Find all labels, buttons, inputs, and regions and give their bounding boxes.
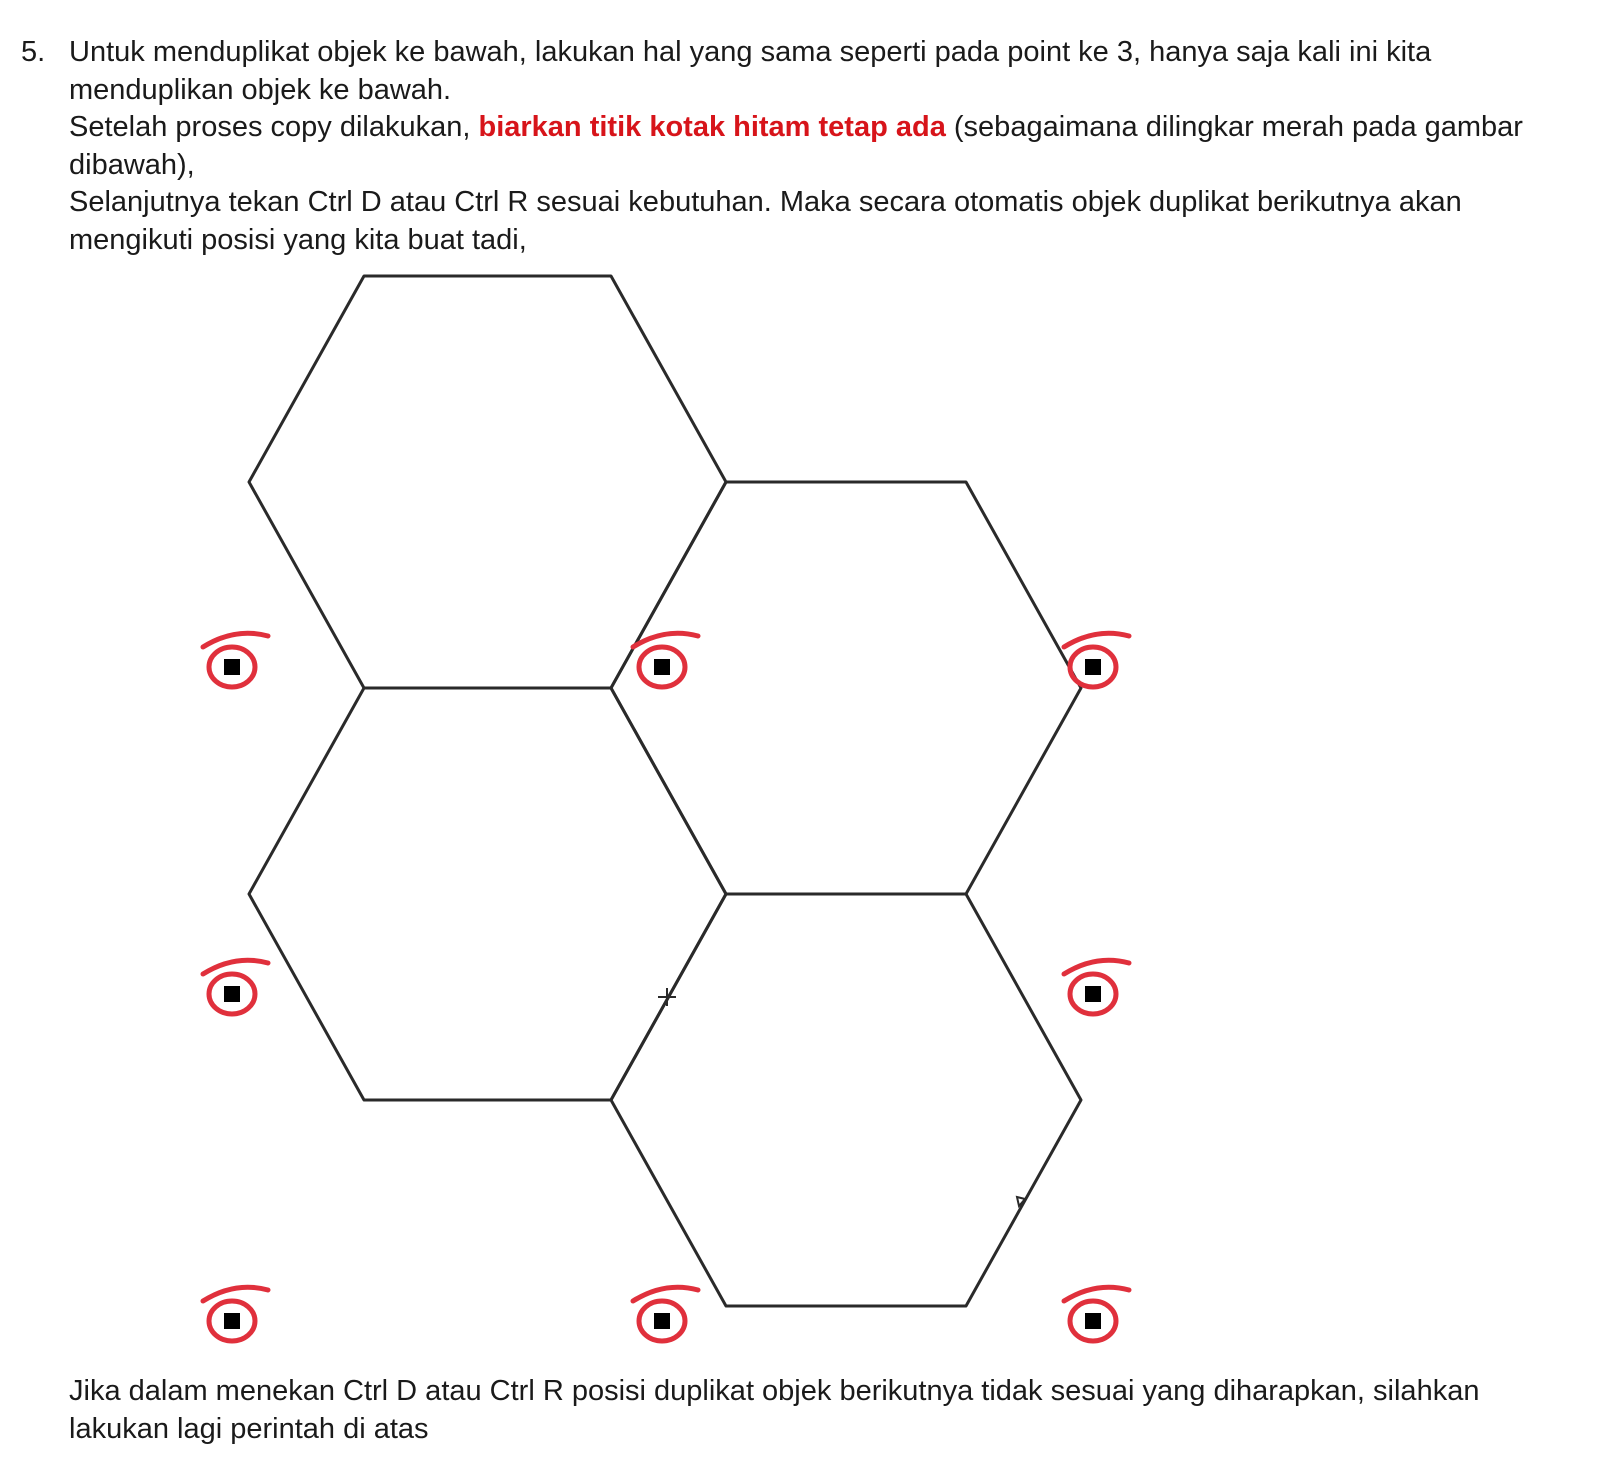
step-paragraph-3: Selanjutnya tekan Ctrl D atau Ctrl R sesuai kebutuhan. Maka secara otomatis objek duplikat berikutnya akan mengikuti posisi yang kita buat tadi,	[69, 186, 1462, 256]
closing-note: Jika dalam menekan Ctrl D atau Ctrl R posisi duplikat objek berikutnya tidak sesuai yang diharapkan, silahkan lakukan lagi perintah di atas	[69, 1375, 1480, 1445]
step-number: 5.	[21, 36, 46, 68]
step-paragraph-1: Untuk menduplikat objek ke bawah, lakukan hal yang sama seperti pada point ke 3, hanya saja kali ini kita menduplikan objek ke bawah.	[69, 36, 1432, 106]
hexagon-top-right	[611, 482, 1081, 894]
selection-handle	[1064, 960, 1129, 1014]
selection-handle	[203, 633, 268, 687]
selection-handle	[633, 633, 698, 687]
highlighted-instruction: biarkan titik kotak hitam tetap ada	[478, 111, 946, 143]
selection-handle	[1064, 633, 1129, 687]
selection-handle	[203, 960, 268, 1014]
hexagon-bottom-left	[249, 688, 726, 1100]
selection-handle	[203, 1287, 268, 1341]
selection-handle	[1064, 1287, 1129, 1341]
paragraph-2-tail: (sebagaimana dilingkar merah pada gambar dibawah),	[69, 111, 1523, 181]
paragraph-2-lead: Setelah proses copy dilakukan,	[69, 111, 479, 143]
hexagon-top-left	[249, 276, 726, 688]
hexagon-bottom-right	[611, 894, 1081, 1306]
selection-handle	[633, 1287, 698, 1341]
